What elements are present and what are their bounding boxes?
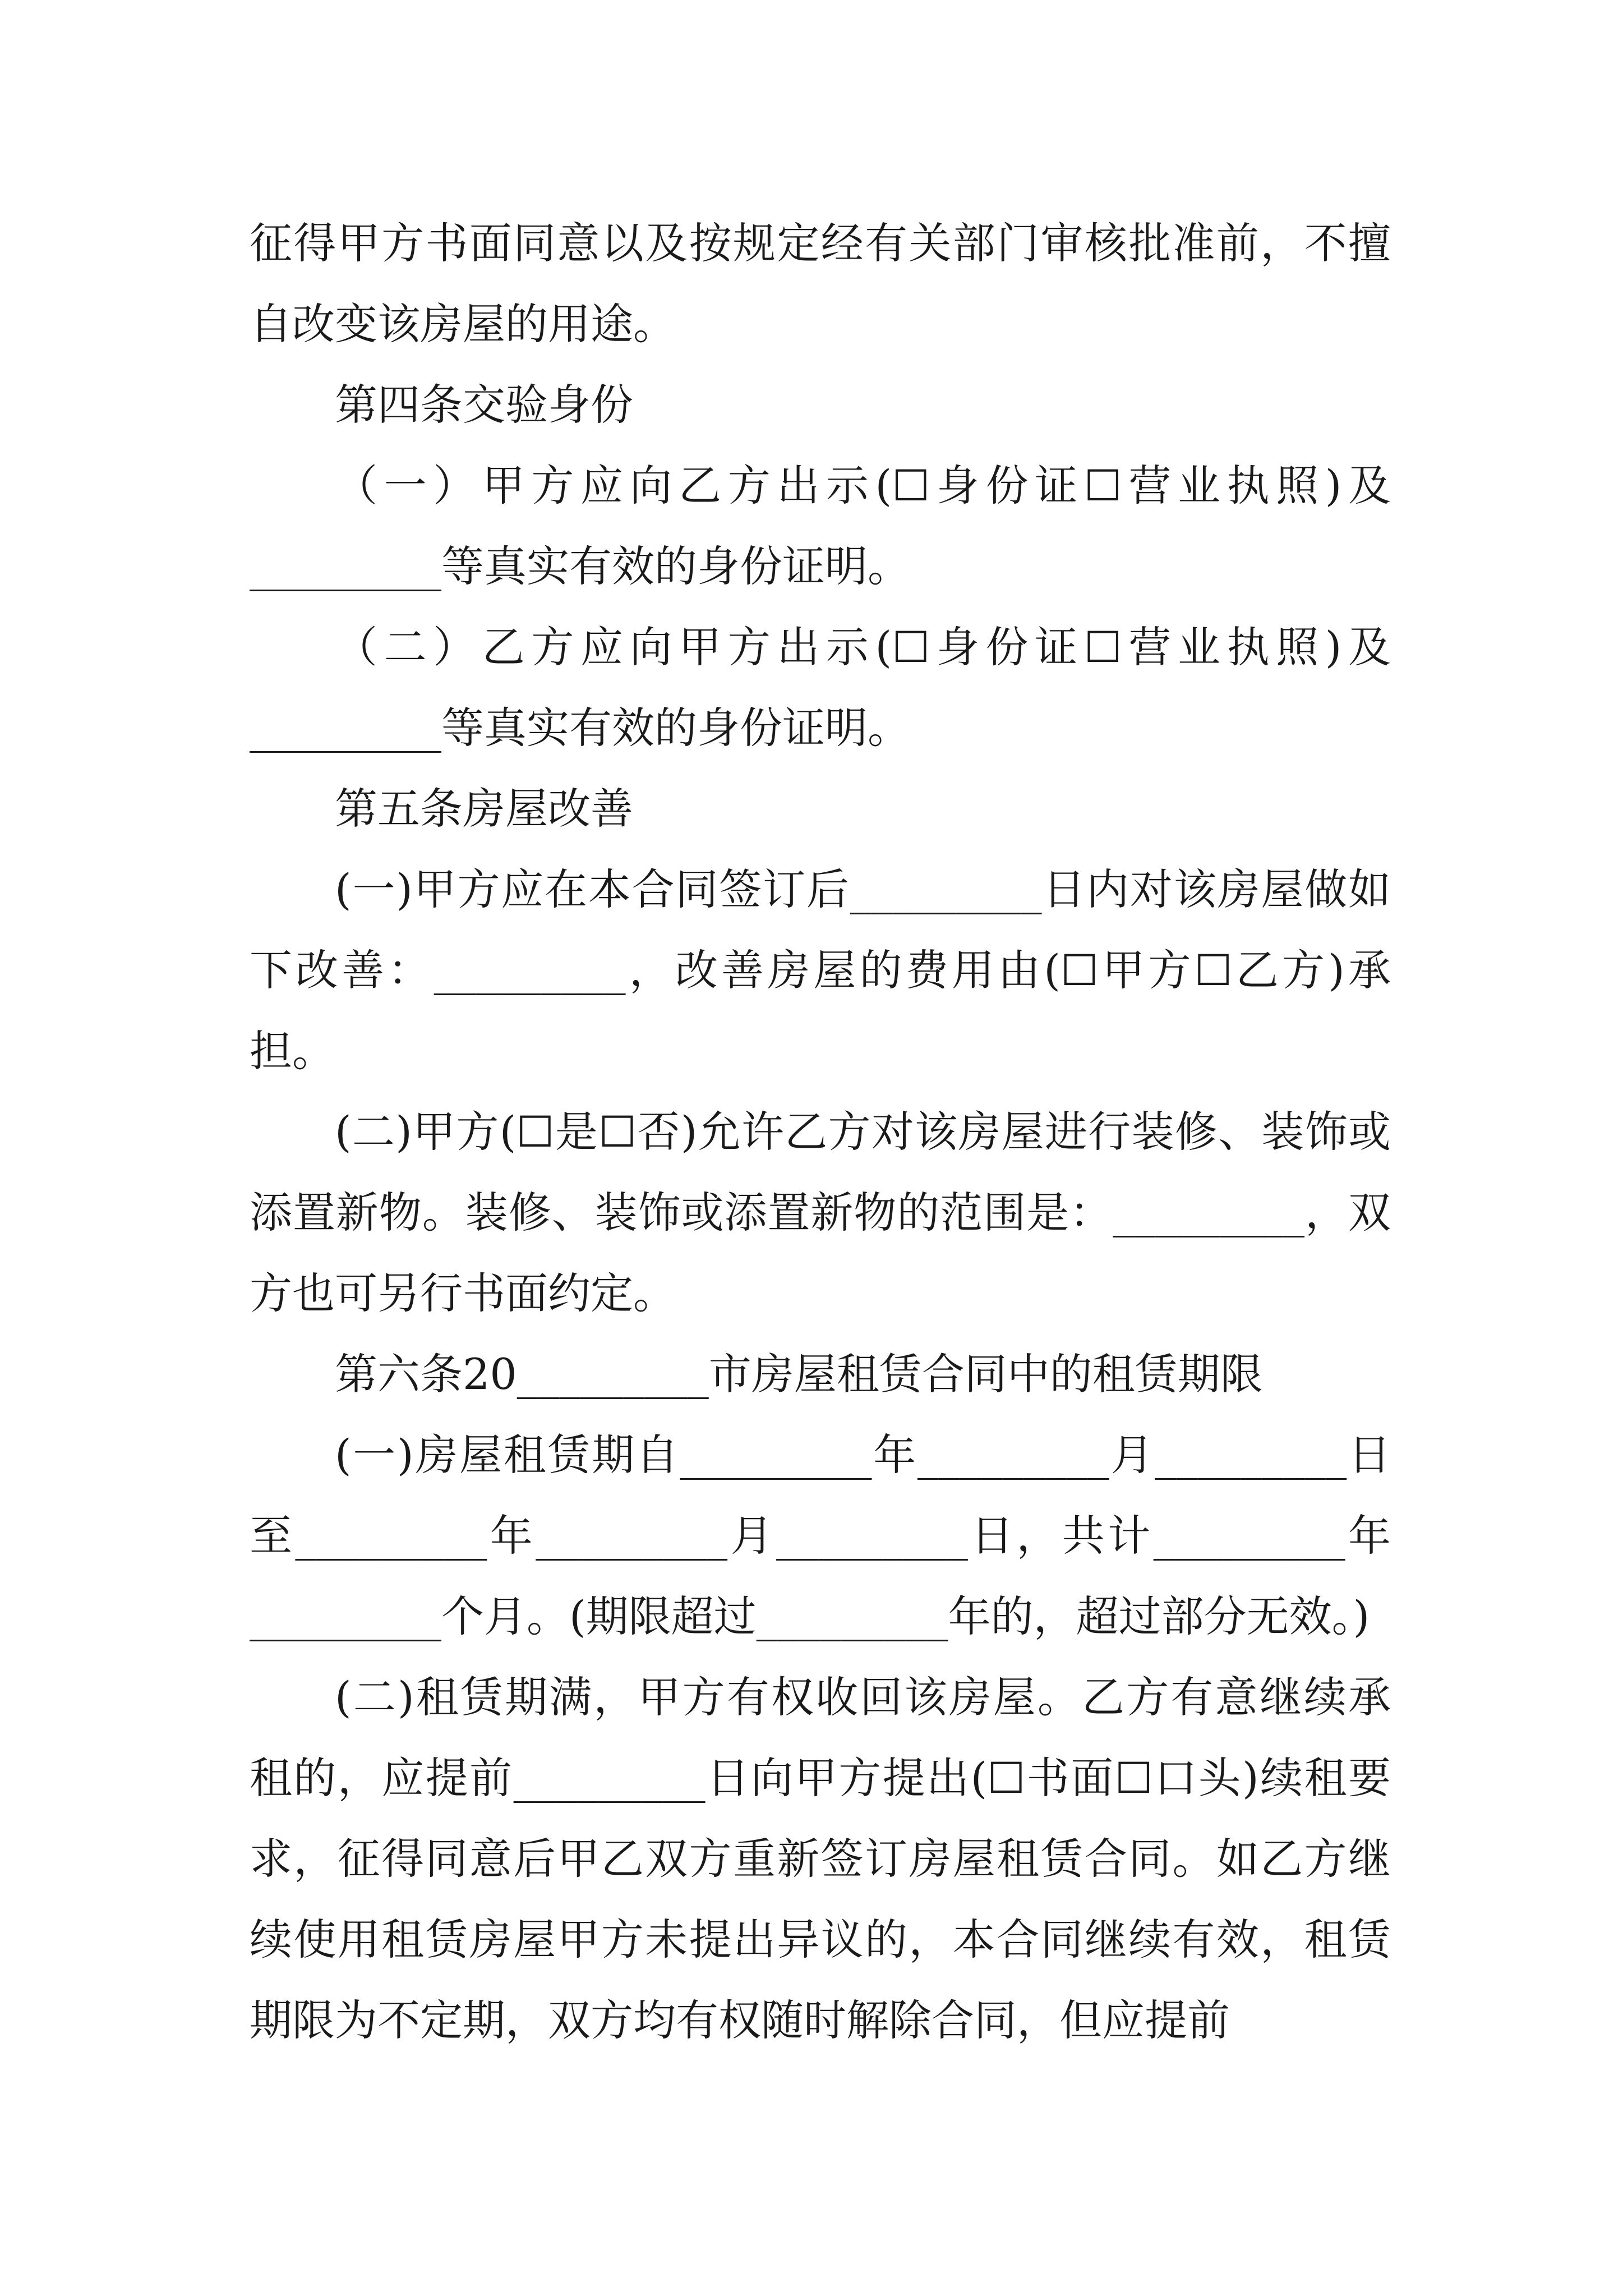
article-5-heading: 第五条房屋改善 <box>335 784 633 834</box>
paragraph-purpose-change: 征得甲方书面同意以及按规定经有关部门审核批准前，不擅自改变该房屋的用途。 <box>250 218 1391 349</box>
document-page <box>250 203 1391 2061</box>
article-6-clause-2: (二)租赁期满，甲方有权收回该房屋。乙方有意继续承租的，应提前_________日向甲方提出(☐书面☐口头)续租要求，征得同意后甲乙双方重新签订房屋租赁合同。如乙方继续使用租赁房屋甲方未提出异议的，本合同继续有效，租赁期限为不定期，双方均有权随时解除合同，但应提前 <box>250 1672 1391 2045</box>
article-5-clause-1: (一)甲方应在本合同签订后_________日内对该房屋做如下改善：_________，改善房屋的费用由(☐甲方☐乙方)承担。 <box>250 864 1391 1076</box>
article-6-heading: 第六条20_________市房屋租赁合同中的租赁期限 <box>335 1349 1263 1399</box>
article-4-clause-1: （一）甲方应向乙方出示(☐身份证☐营业执照)及_________等真实有效的身份证明。 <box>250 461 1391 591</box>
article-6-clause-1: (一)房屋租赁期自_________年_________月_________日至_________年_________月_________日，共计_________年_________个月。(期限超过_________年的，超过部分无效。) <box>250 1430 1391 1641</box>
article-4-heading: 第四条交验身份 <box>335 380 633 430</box>
article-4-clause-2: （二）乙方应向甲方出示(☐身份证☐营业执照)及_________等真实有效的身份证明。 <box>250 622 1391 753</box>
article-5-clause-2: (二)甲方(☐是☐否)允许乙方对该房屋进行装修、装饰或添置新物。装修、装饰或添置新物的范围是：_________，双方也可另行书面约定。 <box>250 1107 1391 1318</box>
